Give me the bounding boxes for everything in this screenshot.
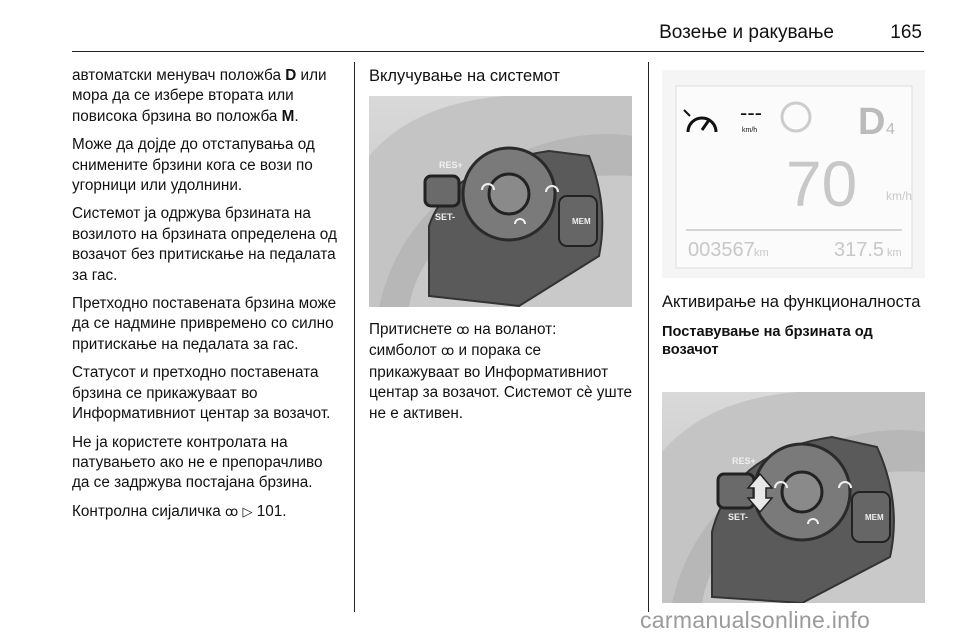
paragraph: Контролна сијаличка ꝏ ▷ 101.	[72, 502, 287, 520]
paragraph: Статусот и претходно поставената брзина се прикажуваат во Информативниот центар за возачот.	[72, 364, 331, 423]
section-heading: Активирање на функционалноста	[662, 293, 921, 311]
gear-indicator: D	[858, 101, 886, 143]
res-label: RES+	[732, 456, 756, 466]
column-3	[662, 292, 924, 369]
odometer-unit: km	[754, 247, 769, 259]
paragraph: симболот ꝏ и порака се прикажуваат во Информативниот центар за возачот. Системот сè уште не е активен.	[369, 342, 633, 422]
odometer-value: 003567	[688, 239, 755, 261]
column-2	[369, 66, 633, 97]
cruise-control-icon: ꝏ	[225, 504, 239, 520]
set-speed-dashes: ---	[740, 100, 762, 125]
paragraph: Може да дојде до отстапувања од снимените брзини кога се вози по угорници или удолнини.	[72, 136, 315, 195]
mem-label: MEM	[572, 217, 591, 226]
section-title: Возење и ракување	[659, 22, 834, 43]
steering-wheel-illustration	[369, 96, 632, 307]
set-label: SET-	[435, 212, 456, 222]
set-speed-unit: km/h	[742, 127, 758, 134]
cluster-display	[662, 70, 925, 278]
paragraph: Системот ја одржува брзината на возилото на брзината определена од возачот без притискање на педалата за гас.	[72, 205, 337, 284]
set-label: SET-	[728, 512, 749, 522]
sub-heading: Поставување на брзината од возачот	[662, 324, 873, 358]
instrument-cluster-figure	[662, 70, 925, 278]
cruise-control-icon: ꝏ	[441, 344, 455, 360]
steering-wheel-illustration	[662, 392, 925, 603]
column-2-text	[369, 320, 633, 432]
steering-wheel-figure	[369, 96, 632, 307]
trip-unit: km	[887, 247, 902, 259]
current-speed-unit: km/h	[886, 189, 913, 203]
current-speed: 70	[786, 148, 858, 220]
section-heading: Вклучување на системот	[369, 67, 560, 85]
page-header	[72, 18, 924, 50]
paragraph: Притиснете ꝏ на воланот:	[369, 321, 557, 338]
gear-number: 4	[886, 121, 895, 138]
cruise-control-icon: ꝏ	[456, 323, 470, 338]
watermark: carmanualsonline.info	[640, 607, 871, 633]
column-divider-1	[354, 62, 355, 612]
res-label: RES+	[439, 160, 463, 170]
paragraph: Не ја користете контролата на патувањето ако не е препорачливо да се задржува постајана брзина.	[72, 433, 323, 492]
paragraph: автоматски менувач положба D или мора да се избере вторатa или повисока брзина во положба M.	[72, 67, 327, 125]
paragraph: Претходно поставената брзина може да се надмине привремено со силно притискање на педалата за гас.	[72, 295, 337, 353]
column-divider-2	[648, 62, 649, 612]
mem-label: MEM	[865, 513, 884, 522]
page-number: 165	[890, 22, 922, 43]
page-reference-triangle-icon: ▷	[242, 504, 253, 520]
header-rule	[72, 51, 924, 52]
steering-wheel-figure-set	[662, 392, 925, 603]
column-1	[72, 66, 344, 531]
trip-value: 317.5	[834, 239, 885, 261]
